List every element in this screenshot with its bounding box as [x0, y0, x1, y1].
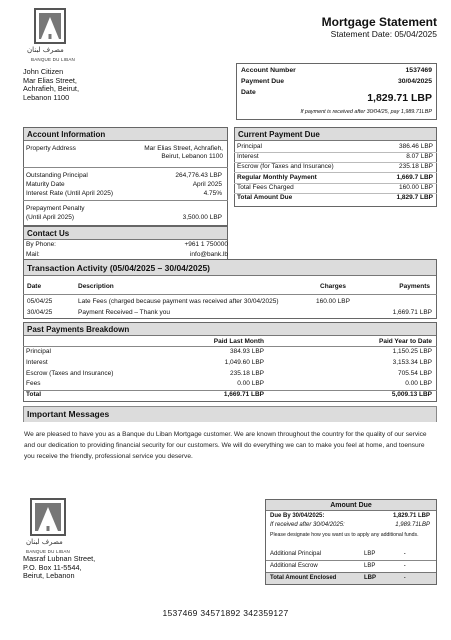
col-payments: Payments	[399, 283, 430, 290]
mail-label: Mail:	[26, 251, 40, 258]
bank-name-english: BANQUE DU LIBAN	[31, 57, 76, 62]
due-by-value: 1,829.71 LBP	[392, 513, 430, 519]
paid-last-month-value: 384.93 LBP	[230, 348, 264, 355]
additional-escrow-input[interactable]: .	[404, 562, 406, 568]
payment-row-value: 1,829.7 LBP	[396, 194, 433, 201]
account-summary-box	[236, 63, 437, 120]
col-date: Date	[27, 283, 42, 290]
payment-due-date: 30/04/2025	[397, 78, 432, 85]
important-messages-section	[23, 406, 437, 422]
additional-principal-currency: LBP	[364, 551, 376, 557]
important-message-body: We are pleased to have you as a Banque du Liban Mortgage customer. We are known throughout the country for the quality of our service and our dedication to providing financial security for our customers. We will do everything we can to make you feel at home, and toensure you receive the friendly, professional service you deserve.	[24, 431, 427, 460]
bank-logo-icon	[30, 498, 66, 536]
outstanding-principal-value: 264,776.43 LBP	[175, 172, 222, 179]
bank-name-english: BANQUE DU LIBAN	[26, 549, 71, 554]
property-address-label: Property Address	[26, 145, 76, 152]
paid-last-month-value: 1,049.60 LBP	[224, 358, 264, 366]
payment-due-label: Payment Due	[241, 78, 285, 85]
prepayment-penalty-label: Prepayment Penalty	[26, 205, 85, 212]
txn-description: Payment Received – Thank you	[78, 309, 171, 316]
customer-address	[23, 68, 79, 102]
col-description: Description	[78, 283, 114, 290]
payment-row-label: Principal	[237, 143, 262, 150]
total-enclosed-currency: LBP	[364, 575, 376, 581]
interest-rate-label: Interest Rate (Until April 2025)	[26, 190, 114, 197]
property-address-line: Mar Elias Street, Achrafieh,	[144, 145, 223, 152]
address-line: Masraf Lubnan Street,	[23, 554, 96, 563]
bank-address	[23, 555, 95, 581]
barcode-number: 1537469 34571892 342359127	[162, 608, 289, 618]
col-paid-ytd: Paid Year to Date	[379, 338, 432, 345]
property-address-line: Beirut, Lebanon 1100	[161, 153, 223, 160]
divider	[266, 560, 436, 561]
paid-last-month-value: 0.00 LBP	[237, 380, 264, 388]
amount-due-value: 1,829.71 LBP	[367, 92, 432, 104]
phone-number[interactable]: +961 1 750000	[184, 241, 228, 248]
additional-principal-label: Additional Principal	[270, 551, 322, 557]
bank-name-arabic: مصرف لبنان	[27, 46, 64, 54]
payment-row-label: Interest	[237, 153, 259, 161]
interest-rate-value: 4.75%	[203, 190, 222, 197]
address-line: Beirut, Lebanon	[23, 571, 75, 581]
additional-escrow-label: Additional Escrow	[270, 563, 318, 569]
txn-date: 30/04/25	[27, 309, 53, 316]
prepayment-period-label: (Until April 2025)	[26, 214, 75, 221]
maturity-date-value: April 2025	[192, 181, 222, 188]
paid-ytd-value: 1,150.25 LBP	[392, 348, 432, 355]
txn-description: Late Fees (charged because payment was received after 30/04/2025)	[78, 298, 279, 305]
divider	[23, 200, 228, 201]
maturity-date-label: Maturity Date	[26, 181, 65, 188]
prepayment-penalty-value: 3,500.00 LBP	[182, 214, 222, 221]
txn-charges: 160.00 LBP	[316, 298, 350, 305]
bank-name-arabic: مصرف لبنان	[26, 538, 63, 546]
payment-row-value: 8.07 LBP	[406, 153, 433, 161]
late-payment-note: If payment is received after 30/04/25, pay 1,989.71LBP	[300, 109, 432, 115]
late-amount-value: 1,989.71LBP	[395, 522, 430, 528]
customer-name: John Citizen	[23, 67, 64, 76]
date-label: Date	[241, 89, 256, 96]
additional-escrow-currency: LBP	[364, 563, 376, 569]
late-amount-label: If received after 30/04/2025:	[270, 522, 345, 528]
paid-last-month-value: 235.18 LBP	[230, 369, 264, 377]
payment-row-label: Total Fees Charged	[237, 183, 294, 191]
total-enclosed-label: Total Amount Enclosed	[270, 575, 337, 581]
col-paid-last-month: Paid Last Month	[213, 338, 264, 345]
paid-ytd-value: 705.54 LBP	[398, 369, 432, 377]
paid-ytd-value: 5,009.13 LBP	[391, 391, 432, 399]
contact-us-header: Contact Us	[24, 227, 227, 240]
past-payment-label: Total	[26, 391, 42, 399]
outstanding-principal-label: Outstanding Principal	[26, 172, 88, 179]
divider	[23, 346, 437, 347]
address-line: P.O. Box 11-5544,	[23, 562, 82, 572]
txn-date: 05/04/25	[27, 298, 53, 305]
statement-title: Mortgage Statement	[321, 15, 437, 29]
important-messages-header: Important Messages	[24, 407, 436, 422]
current-payment-due-header: Current Payment Due	[235, 128, 436, 141]
address-line: Achrafieh, Beirut,	[23, 84, 79, 94]
total-enclosed-input[interactable]: .	[404, 574, 406, 580]
past-payment-label: Fees	[26, 380, 41, 388]
phone-label: By Phone:	[26, 241, 56, 248]
due-by-label: Due By 30/04/2025:	[270, 513, 325, 519]
address-line: Mar Elias Street,	[23, 75, 77, 85]
statement-date: Statement Date: 05/04/2025	[330, 29, 437, 39]
paid-last-month-value: 1,669.71 LBP	[223, 391, 264, 399]
payment-row-label: Escrow (for Taxes and Insurance)	[237, 163, 334, 171]
payment-row-value: 160.00 LBP	[399, 183, 433, 191]
past-payments-header: Past Payments Breakdown	[24, 323, 436, 336]
amount-due-coupon	[265, 499, 437, 585]
payment-row-value: 235.18 LBP	[399, 163, 433, 171]
payment-row-label: Total Amount Due	[237, 194, 293, 201]
payment-row-label: Regular Monthly Payment	[237, 173, 317, 181]
amount-due-header: Amount Due	[266, 500, 436, 511]
col-charges: Charges	[320, 283, 347, 290]
payment-row-value: 386.46 LBP	[399, 143, 433, 150]
additional-principal-input[interactable]: .	[404, 550, 406, 556]
account-number-label: Account Number	[241, 67, 296, 74]
address-line: Lebanon 1100	[23, 92, 70, 102]
txn-payments: 1,669.71 LBP	[392, 309, 432, 316]
email-link[interactable]: info@bank.lb	[189, 251, 228, 258]
past-payment-label: Interest	[26, 358, 48, 366]
account-information-header: Account Information	[24, 128, 227, 141]
paid-ytd-value: 3,153.34 LBP	[392, 358, 432, 366]
total-enclosed-row	[266, 572, 436, 584]
divider	[23, 294, 437, 295]
divider	[23, 167, 228, 168]
past-payment-label: Principal	[26, 348, 51, 355]
paid-ytd-value: 0.00 LBP	[405, 380, 432, 388]
designate-note: Please designate how you want us to apply any additional funds.	[270, 532, 419, 538]
payment-row-value: 1,669.7 LBP	[396, 173, 433, 181]
transaction-activity-header: Transaction Activity (05/04/2025 – 30/04/2025)	[24, 260, 436, 276]
past-payment-label: Escrow (Taxes and Insurance)	[26, 369, 114, 377]
bank-logo-icon	[34, 8, 66, 44]
account-number: 1537469	[405, 67, 432, 74]
